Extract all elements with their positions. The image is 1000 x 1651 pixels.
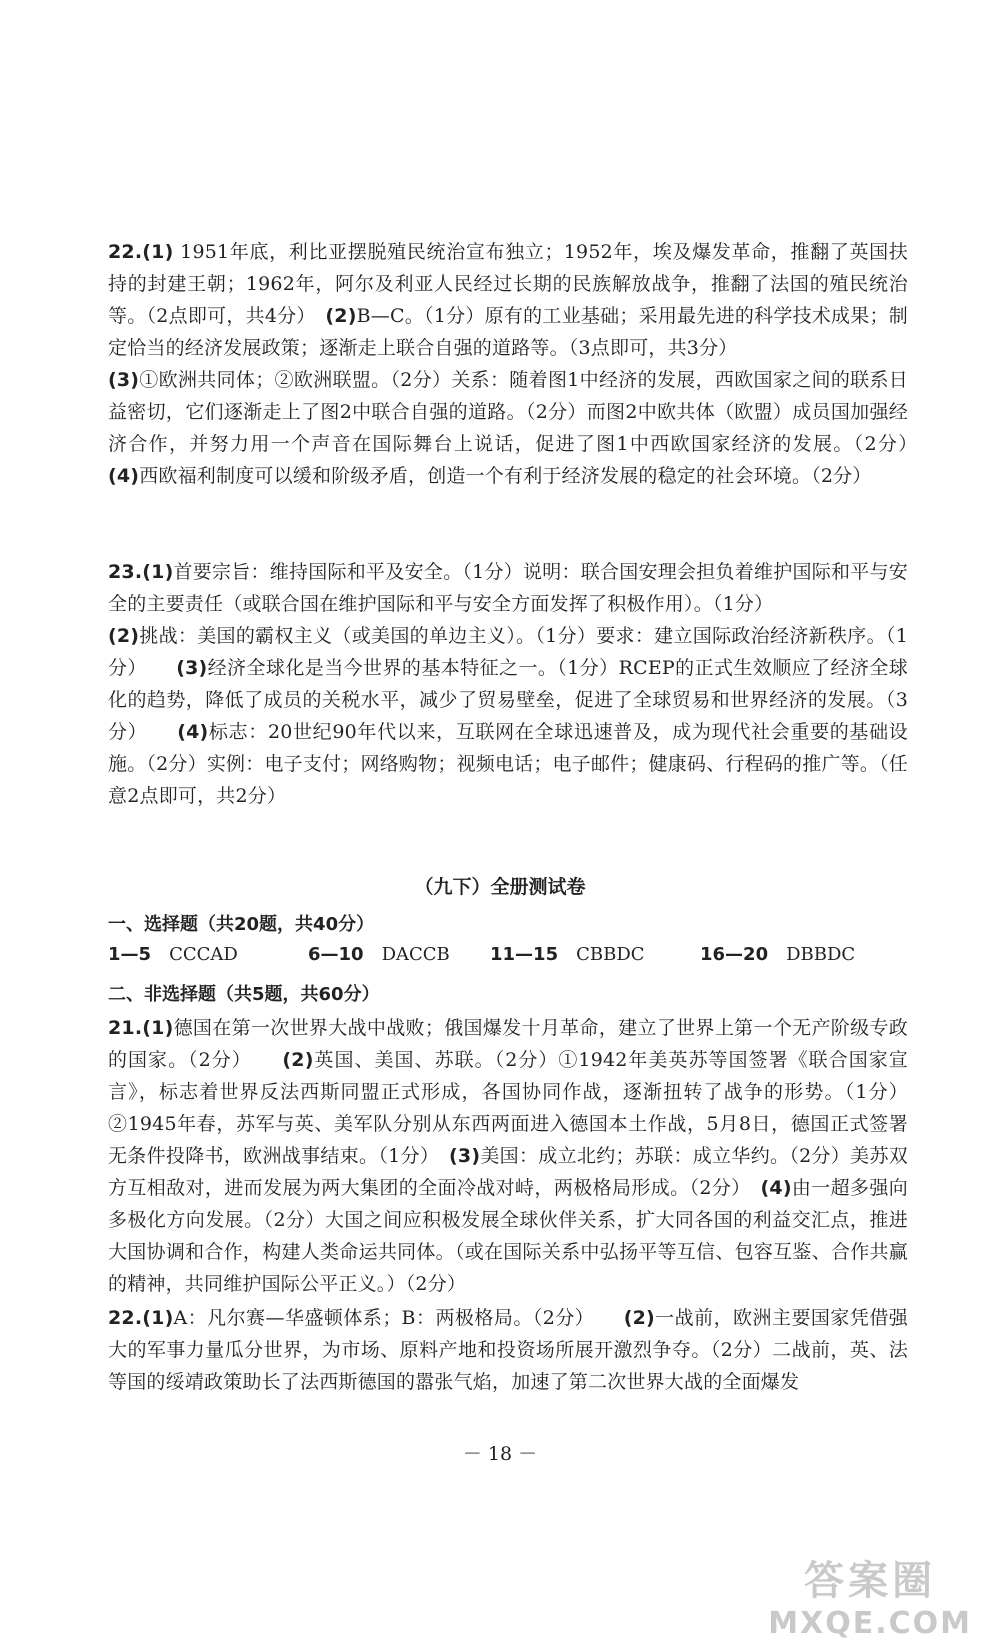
sub-question-number: (2) <box>623 1307 655 1329</box>
answer-paragraph <box>108 236 928 492</box>
question-22-part2 <box>108 1302 908 1398</box>
answer-group <box>108 944 238 965</box>
answer-text: B—C。（1分）原有的工业基础；采用最先进的科学技术成果；制定恰当的经济发展政策；逐渐走上联合自强的道路等。（3点即可，共3分） <box>108 305 909 359</box>
question-number: 21. <box>108 1017 143 1039</box>
answer-letters: CBBDC <box>576 944 645 965</box>
answer-text: ①欧洲共同体；②欧洲联盟。（2分）关系：随着图1中经济的发展，西欧国家之间的联系日益密切，它们逐渐走上了图2中联合自强的道路。（2分）而图2中欧共体（欧盟）成员国加强经济合作，并努力用一个声音在国际舞台上说话，促进了图1中西欧国家经济的发展。（2分） <box>108 369 928 455</box>
sub-question-number: (2) <box>108 625 140 647</box>
answer-paragraph <box>108 1012 908 1300</box>
watermark-logo <box>768 1549 972 1641</box>
answer-text: 挑战：美国的霸权主义（或美国的单边主义）。（1分）要求：建立国际政治经济新秩序。（1分） <box>108 625 908 679</box>
sub-question-number: (2) <box>325 305 357 327</box>
answer-text: 由一超多强向多极化方向发展。（2分）大国之间应积极发展全球伙伴关系，扩大同各国的利益交汇点，推进大国协调和合作，构建人类命运共同体。（或在国际关系中弘扬平等互信、包容互鉴、合作共赢的精神，共同维护国际公平正义。）（2分） <box>108 1177 909 1295</box>
page-number: － 18 － <box>462 1443 538 1465</box>
answer-text: 经济全球化是当今世界的基本特征之一。（1分）RCEP的正式生效顺应了经济全球化的趋势，降低了成员的关税水平，减少了贸易壁垒，促进了全球贸易和世界经济的发展。（3分） <box>108 657 909 743</box>
answer-group <box>700 944 855 965</box>
answer-group <box>308 944 450 965</box>
answer-text: 一战前，欧洲主要国家凭借强大的军事力量瓜分世界，为市场、原料产地和投资场所展开激烈争夺。（2分）二战前，英、法等国的绥靖政策助长了法西斯德国的嚣张气焰，加速了第二次世界大战的全面爆发 <box>108 1307 908 1393</box>
answer-paragraph <box>108 1302 908 1398</box>
answer-group <box>490 944 645 965</box>
sub-question-number: (3) <box>108 369 140 391</box>
sub-question-number: (1) <box>142 1307 174 1329</box>
answer-text: 美国：成立北约；苏联：成立华约。（2分）美苏双方互相敌对，进而发展为两大集团的全面冷战对峙，两极格局形成。（2分） <box>108 1145 908 1199</box>
answer-paragraph <box>108 556 908 812</box>
choice-answers-row <box>108 944 908 972</box>
answer-range: 1—5 <box>108 944 152 965</box>
answer-text: 标志：20世纪90年代以来，互联网在全球迅速普及，成为现代社会重要的基础设施。（2分）实例：电子支付；网络购物；视频电话；电子邮件；健康码、行程码的推广等。（任意2点即可，共2分） <box>108 721 908 807</box>
question-number: 22. <box>108 241 143 263</box>
answer-text: 英国、美国、苏联。（2分）①1942年美英苏等国签署《联合国家宣言》，标志着世界反法西斯同盟正式形成，各国协同作战，逐渐扭转了战争的形势。（1分）②1945年春，苏军与英、美军队分别从东西两面进入德国本土作战，5月8日，德国正式签署无条件投降书，欧洲战事结束。（1分） <box>108 1049 908 1167</box>
answer-text: 德国在第一次世界大战中战败；俄国爆发十月革命，建立了世界上第一个无产阶级专政的国家。（2分） <box>108 1017 908 1071</box>
answer-range: 16—20 <box>700 944 769 965</box>
answer-text: 首要宗旨：维持国际和平及安全。（1分）说明：联合国安理会担负着维护国际和平与安全的主要责任（或联合国在维护国际和平与安全方面发挥了积极作用）。（1分） <box>108 561 908 615</box>
exam-title: （九下）全册测试卷 <box>414 876 586 898</box>
question-number: 22. <box>108 1307 143 1329</box>
answer-text: 1951年底，利比亚摆脱殖民统治宣布独立；1952年，埃及爆发革命，推翻了英国扶持的封建王朝；1962年，阿尔及利亚人民经过长期的民族解放战争，推翻了法国的殖民统治等。（2点即可，共4分） <box>108 241 908 327</box>
sub-question-number: (2) <box>282 1049 314 1071</box>
answer-letters: CCCAD <box>169 944 238 965</box>
sub-question-number: (1) <box>142 561 174 583</box>
sub-question-number: (3) <box>176 657 208 679</box>
answer-letters: DBBDC <box>786 944 856 965</box>
sub-question-number: (1) <box>142 1017 174 1039</box>
question-23-part1 <box>108 556 908 812</box>
sub-question-number: (1) <box>142 241 174 263</box>
answer-range: 11—15 <box>490 944 559 965</box>
sub-question-number: (3) <box>449 1145 481 1167</box>
sub-question-number: (4) <box>760 1177 792 1199</box>
section-heading-nonchoice: 二、非选择题（共5题，共60分） <box>108 984 380 1005</box>
question-22-part1 <box>108 236 928 492</box>
question-21-part2 <box>108 1012 908 1300</box>
sub-question-number: (4) <box>108 465 140 487</box>
answer-letters: DACCB <box>381 944 450 965</box>
watermark-logo-text: 答案圈 <box>804 1558 937 1604</box>
section-heading-choice: 一、选择题（共20题，共40分） <box>108 914 375 935</box>
answer-text: A：凡尔赛—华盛顿体系；B：两极格局。（2分） <box>173 1307 624 1329</box>
answer-text: 西欧福利制度可以缓和阶级矛盾，创造一个有利于经济发展的稳定的社会环境。（2分） <box>139 465 872 487</box>
question-number: 23. <box>108 561 143 583</box>
answer-range: 6—10 <box>308 944 364 965</box>
watermark-site-text: MXQE.COM <box>768 1606 972 1641</box>
sub-question-number: (4) <box>177 721 209 743</box>
